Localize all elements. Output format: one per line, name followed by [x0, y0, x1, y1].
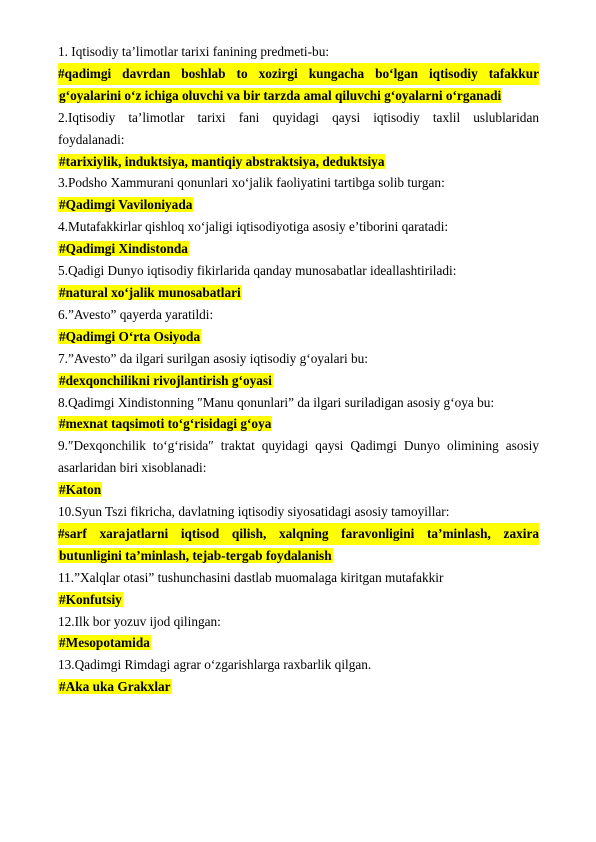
answer-text: #dexqonchilikni rivojlantirish g‘oyasi — [59, 372, 272, 388]
answer-line — [58, 523, 539, 545]
question-line: 8.Qadimgi Xindistonning ″Manu qonunlari” da ilgari suriladigan asosiy g‘oya bu: — [58, 394, 495, 410]
question-line: 9.″Dexqonchilik to‘g‘risida″ traktat quyidagi qaysi Qadimgi Dunyo olimining asosiy — [58, 438, 539, 454]
answer-line — [58, 63, 539, 85]
answer-line — [58, 85, 539, 107]
answer-text: #mexnat taqsimoti to‘g‘risidagi g‘oya — [59, 416, 272, 432]
answer-line — [58, 632, 539, 654]
question-line: 6.”Avesto” qayerda yaratildi: — [58, 306, 214, 322]
answer-text: #Qadimgi Vaviloniyada — [59, 197, 193, 213]
answer-line — [58, 479, 539, 501]
question-line: 2.Iqtisodiy ta’limotlar tarixi fani quyidagi qaysi iqtisodiy taxlil uslublaridan — [58, 109, 539, 125]
question-line: 10.Syun Tszi fikricha, davlatning iqtisodiy siyosatidagi asosiy tamoyillar: — [58, 504, 450, 520]
question-line: 13.Qadimgi Rimdagi agrar o‘zgarishlarga raxbarlik qilgan. — [58, 657, 372, 673]
answer-text: #sarf xarajatlarni iqtisod qilish, xalqning faravonligini ta’minlash, zaxira — [58, 525, 539, 541]
answer-line — [58, 676, 539, 698]
question-list — [58, 41, 539, 698]
answer-line — [58, 370, 539, 392]
answer-text: #Qadimgi Xindistonda — [59, 241, 188, 257]
answer-text: #tarixiylik, induktsiya, mantiqiy abstraktsiya, deduktsiya — [59, 153, 385, 169]
answer-text: #Konfutsiy — [59, 591, 122, 607]
question-line: 4.Mutafakkirlar qishloq xo‘jaligi iqtisodiyotiga asosiy e’tiborini qaratadi: — [58, 219, 449, 235]
question-line: 11.”Xalqlar otasi” tushunchasini dastlab muomalaga kiritgan mutafakkir — [58, 569, 444, 585]
answer-text: #natural xo‘jalik munosabatlari — [59, 284, 241, 300]
answer-text: g‘oyalarini o‘z ichiga oluvchi va bir tarzda amal qiluvchi g‘oyalarni o‘rganadi — [59, 87, 502, 103]
question-line: 12.Ilk bor yozuv ijod qilingan: — [58, 613, 221, 629]
question-line: foydalanadi: — [58, 131, 125, 147]
question-line: asarlaridan biri xisoblanadi: — [58, 460, 207, 476]
answer-line — [58, 238, 539, 260]
answer-line — [58, 326, 539, 348]
answer-line — [58, 282, 539, 304]
answer-text: #Mesopotamida — [59, 635, 150, 651]
answer-line — [58, 194, 539, 216]
answer-line — [58, 151, 539, 173]
answer-text: #qadimgi davrdan boshlab to xozirgi kungacha bo‘lgan iqtisodiy tafakkur — [58, 65, 539, 81]
question-line: 7.”Avesto” da ilgari surilgan asosiy iqtisodiy g‘oyalari bu: — [58, 350, 368, 366]
answer-text: #Katon — [59, 482, 102, 498]
answer-text: butunligini ta’minlash, tejab-tergab foydalanish — [59, 547, 332, 563]
answer-line — [58, 545, 539, 567]
question-line: 5.Qadigi Dunyo iqtisodiy fikirlarida qanday munosabatlar ideallashtiriladi: — [58, 263, 457, 279]
answer-text: #Aka uka Grakxlar — [59, 679, 171, 695]
answer-line — [58, 413, 539, 435]
question-line: 3.Podsho Xammurani qonunlari xo‘jalik faoliyatini tartibga solib turgan: — [58, 175, 445, 191]
answer-text: #Qadimgi O‘rta Osiyoda — [59, 328, 201, 344]
question-line: 1. Iqtisodiy ta’limotlar tarixi fanining predmeti-bu: — [58, 44, 330, 59]
answer-line — [58, 589, 539, 611]
